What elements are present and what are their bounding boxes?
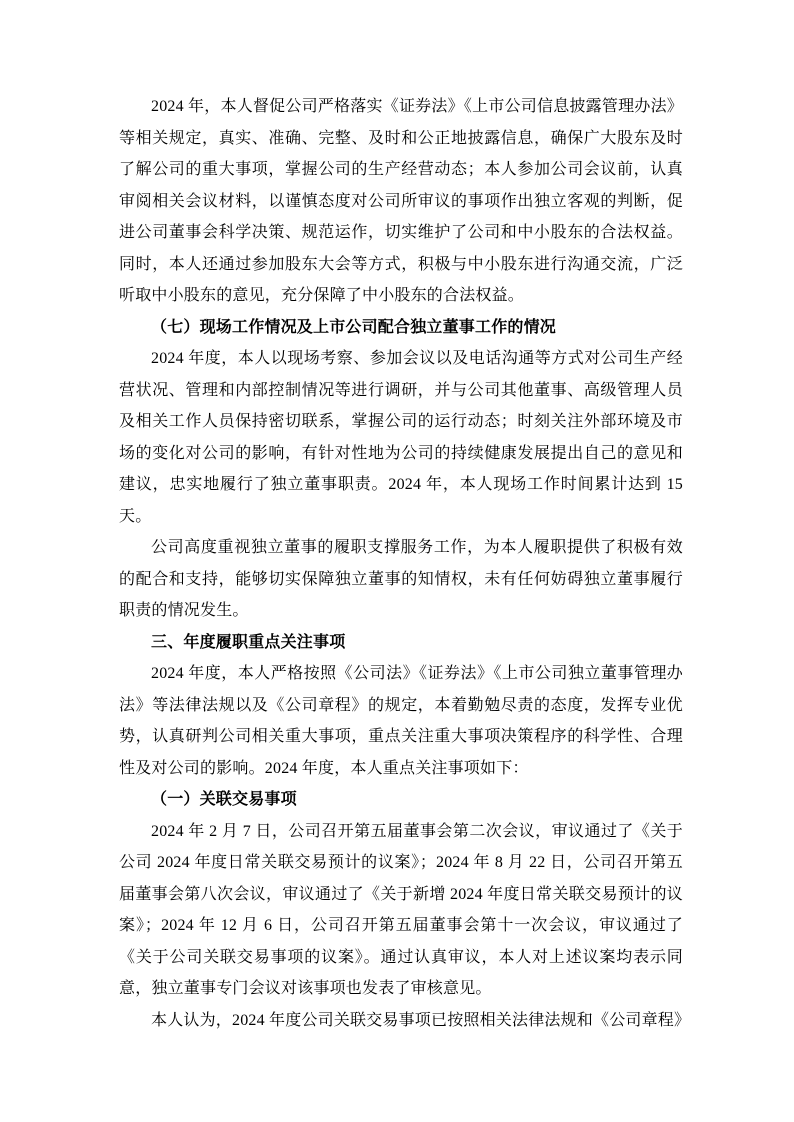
paragraph: 本人认为，2024 年度公司关联交易事项已按照相关法律法规和《公司章程》 xyxy=(151,1011,691,1029)
section-heading: 三、年度履职重点关注事项 xyxy=(151,633,346,651)
section-heading: （一）关联交易事项 xyxy=(151,791,297,808)
paragraph: 2024 年 2 月 7 日，公司召开第五届董事会第二次会议，审议通过了《关于公司 2024 年度日常关联交易预计的议案》；2024 年 8 月 22 日，公司召开第五届董事会第八次会议，审议通过了《关于新增 2024 年度日常关联交易预计的议案》；2024 年 12 月 6 日，公司召开第五届董事会第十一次会议，审议通过了《关于公司关联交易事项的议案》。通过认真审议，本人对上述议案均表示同意，独立董事专门会议对该事项也发表了审核意见。 xyxy=(119,822,683,997)
paragraph: 公司高度重视独立董事的履职支撑服务工作，为本人履职提供了积极有效的配合和支持，能够切实保障独立董事的知情权，未有任何妨碍独立董事履行职责的情况发生。 xyxy=(119,539,683,619)
paragraph: 2024 年度，本人严格按照《公司法》《证券法》《上市公司独立董事管理办法》等法律法规以及《公司章程》的规定，本着勤勉尽责的态度，发挥专业优势，认真研判公司相关重大事项，重点关注重大事项决策程序的科学性、合理性及对公司的影响。2024 年度，本人重点关注事项如下： xyxy=(119,665,683,777)
paragraph: 2024 年，本人督促公司严格落实《证券法》《上市公司信息披露管理办法》等相关规定，真实、准确、完整、及时和公正地披露信息，确保广大股东及时了解公司的重大事项，掌握公司的生产经营动态；本人参加公司会议前，认真审阅相关会议材料，以谨慎态度对公司所审议的事项作出独立客观的判断，促进公司董事会科学决策、规范运作，切实维护了公司和中小股东的合法权益。同时，本人还通过参加股东大会等方式，积极与中小股东进行沟通交流，广泛听取中小股东的意见，充分保障了中小股东的合法权益。 xyxy=(119,98,683,304)
section-heading: （七）现场工作情况及上市公司配合独立董事工作的情况 xyxy=(151,318,557,336)
document-content xyxy=(119,91,691,1036)
paragraph: 2024 年度，本人以现场考察、参加会议以及电话沟通等方式对公司生产经营状况、管理和内部控制情况等进行调研，并与公司其他董事、高级管理人员及相关工作人员保持密切联系，掌握公司的运行动态；时刻关注外部环境及市场的变化对公司的影响，有针对性地为公司的持续健康发展提出自己的意见和建议，忠实地履行了独立董事职责。2024 年，本人现场工作时间累计达到 15 天。 xyxy=(119,350,683,525)
